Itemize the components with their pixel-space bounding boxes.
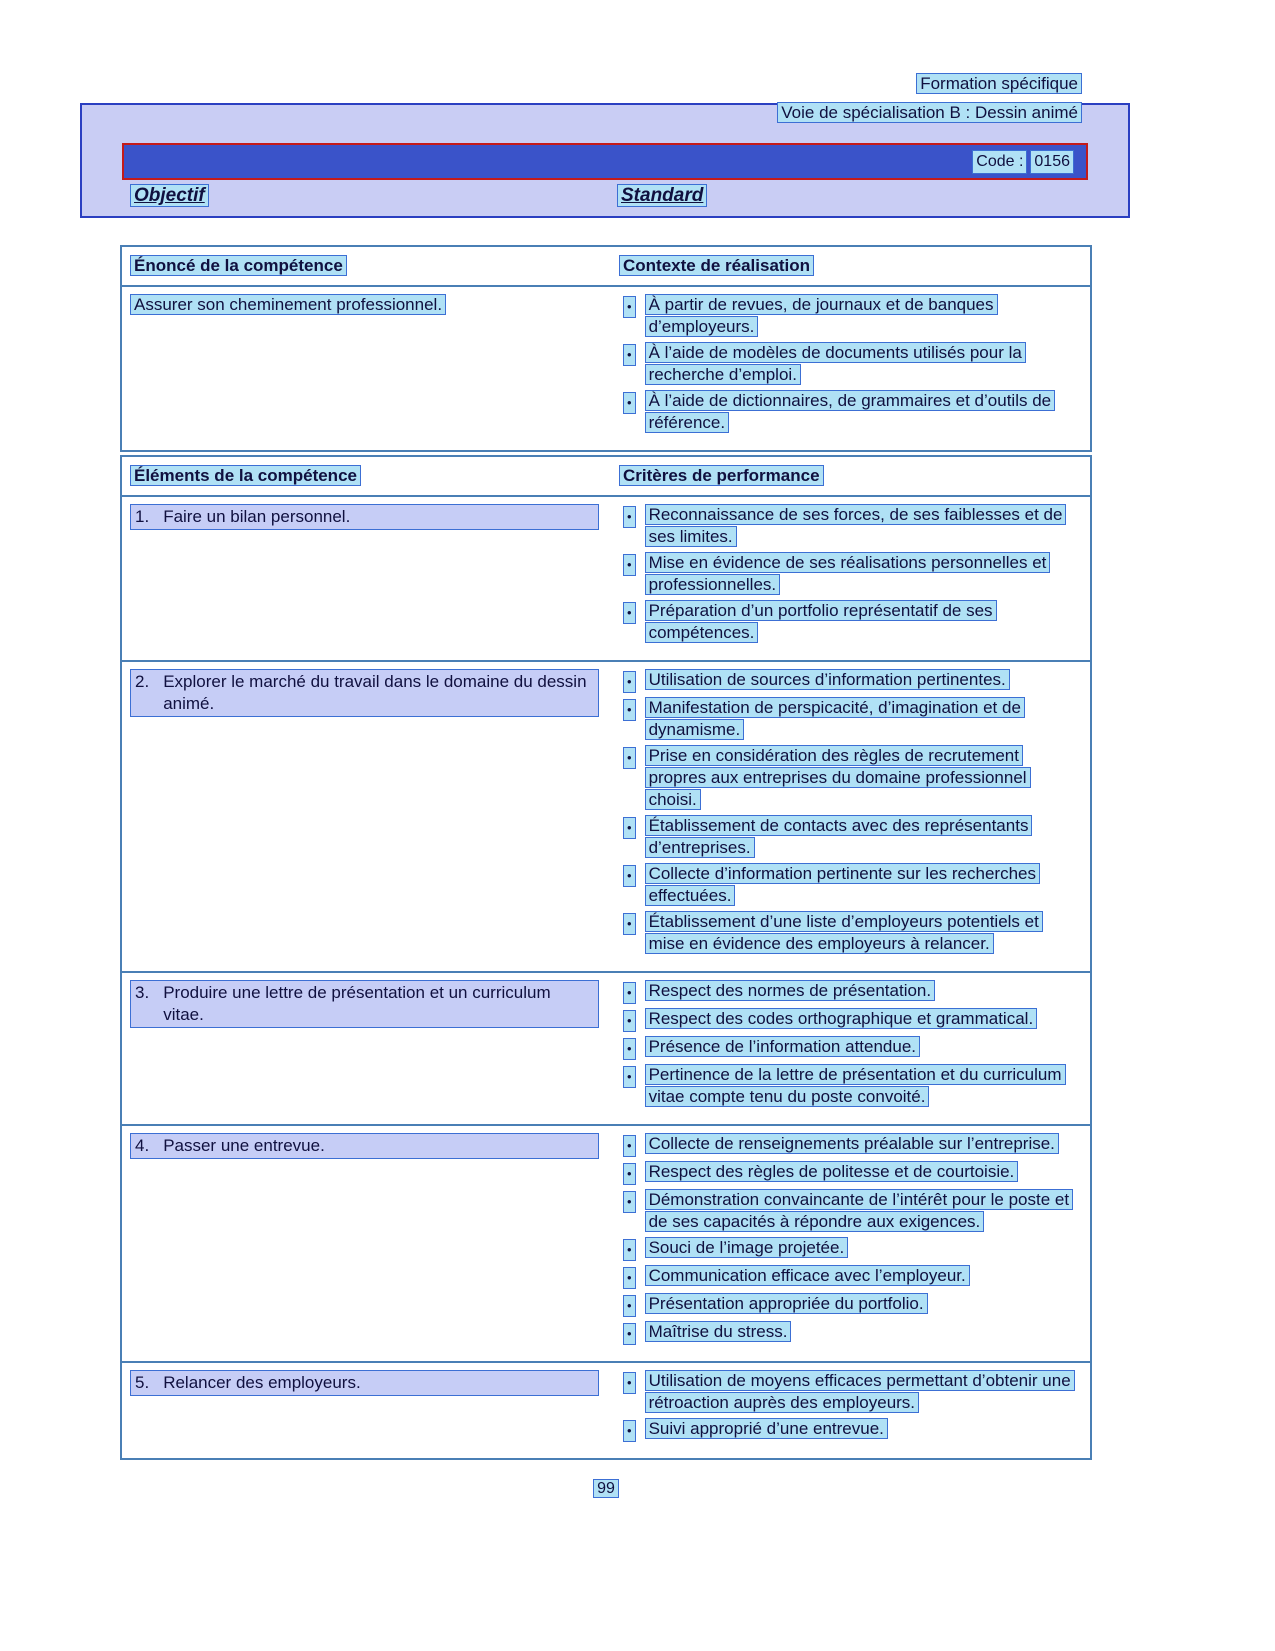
bullet-icon: • bbox=[623, 671, 636, 693]
bullet-text-wrap bbox=[645, 980, 1072, 1002]
criteria-list bbox=[623, 980, 1072, 1108]
bullet-text-wrap bbox=[645, 745, 1072, 811]
contexte-list bbox=[623, 294, 1072, 434]
bullet-text: Établissement de contacts avec des représentants d’entreprises. bbox=[645, 815, 1033, 858]
table-row bbox=[122, 497, 1090, 660]
element-text: Explorer le marché du travail dans le domaine du dessin animé. bbox=[163, 672, 587, 713]
criteria-cell bbox=[619, 504, 1082, 648]
bullet-text-wrap bbox=[645, 1370, 1072, 1414]
bullet-icon: • bbox=[623, 296, 636, 318]
list-item bbox=[623, 342, 1072, 386]
bullet-text: Établissement d’une liste d’employeurs potentiels et mise en évidence des employeurs à relancer. bbox=[645, 911, 1043, 954]
list-item bbox=[623, 815, 1072, 859]
bullet-text-wrap bbox=[645, 1008, 1072, 1030]
bullet-icon: • bbox=[623, 602, 636, 624]
table-row bbox=[122, 660, 1090, 971]
bullet-icon: • bbox=[623, 344, 636, 366]
list-item bbox=[623, 504, 1072, 548]
element-label bbox=[130, 504, 599, 530]
list-item bbox=[623, 911, 1072, 955]
code-label: Code : bbox=[972, 150, 1027, 174]
bullet-icon: • bbox=[623, 1420, 636, 1442]
bullet-icon: • bbox=[623, 817, 636, 839]
bullet-text: Souci de l’image projetée. bbox=[645, 1237, 849, 1258]
bullet-icon: • bbox=[623, 747, 636, 769]
bullet-text-wrap bbox=[645, 294, 1072, 338]
bullet-text-wrap bbox=[645, 1237, 1072, 1259]
list-item bbox=[623, 1418, 1072, 1442]
bullet-icon: • bbox=[623, 554, 636, 576]
bullet-text-wrap bbox=[645, 815, 1072, 859]
bullet-text-wrap bbox=[645, 552, 1072, 596]
code-value: 0156 bbox=[1030, 150, 1074, 174]
bullet-text-wrap bbox=[645, 342, 1072, 386]
list-item bbox=[623, 863, 1072, 907]
element-number: 1. bbox=[135, 507, 150, 526]
header-line-1 bbox=[777, 72, 1082, 96]
column-header-text: Critères de performance bbox=[619, 465, 824, 486]
list-item bbox=[623, 1189, 1072, 1233]
criteria-cell bbox=[619, 1370, 1082, 1446]
enonce-table bbox=[120, 245, 1092, 452]
bullet-text: Collecte d’information pertinente sur les recherches effectuées. bbox=[645, 863, 1040, 906]
objectif-label bbox=[130, 185, 209, 207]
criteria-cell bbox=[619, 1133, 1082, 1349]
list-item bbox=[623, 1064, 1072, 1108]
table-row bbox=[122, 287, 1090, 450]
bullet-text: Préparation d’un portfolio représentatif de ses compétences. bbox=[645, 600, 997, 643]
column-header-text: Énoncé de la compétence bbox=[130, 255, 347, 276]
criteria-list bbox=[623, 504, 1072, 644]
bullet-text-wrap bbox=[645, 1064, 1072, 1108]
bullet-text-wrap bbox=[645, 1321, 1072, 1343]
objectif-text: Objectif bbox=[130, 184, 209, 207]
element-cell bbox=[130, 1133, 619, 1349]
bullet-text: Maîtrise du stress. bbox=[645, 1321, 792, 1342]
elements-table-header bbox=[122, 457, 1090, 497]
bullet-text: Prise en considération des règles de recrutement propres aux entreprises du domaine professionnel choisi. bbox=[645, 745, 1031, 810]
criteria-list bbox=[623, 1133, 1072, 1345]
element-cell bbox=[130, 504, 619, 648]
list-item bbox=[623, 1293, 1072, 1317]
bullet-text: Suivi approprié d’une entrevue. bbox=[645, 1418, 888, 1439]
header-line-2 bbox=[777, 101, 1082, 125]
table-row bbox=[122, 1124, 1090, 1361]
element-label bbox=[130, 980, 599, 1028]
column-header-elements bbox=[130, 465, 619, 487]
list-item bbox=[623, 600, 1072, 644]
bullet-icon: • bbox=[623, 1239, 636, 1261]
bullet-icon: • bbox=[623, 982, 636, 1004]
list-item bbox=[623, 1265, 1072, 1289]
enonce-table-body bbox=[122, 287, 1090, 450]
bullet-text-wrap bbox=[645, 911, 1072, 955]
column-header-text: Éléments de la compétence bbox=[130, 465, 361, 486]
list-item bbox=[623, 1370, 1072, 1414]
element-number: 5. bbox=[135, 1373, 150, 1392]
page-number-text: 99 bbox=[593, 1479, 619, 1498]
code-bar bbox=[122, 143, 1088, 180]
bullet-text: Manifestation de perspicacité, d’imagination et de dynamisme. bbox=[645, 697, 1025, 740]
bullet-text-wrap bbox=[645, 669, 1072, 691]
element-cell bbox=[130, 669, 619, 959]
element-label bbox=[130, 669, 599, 717]
list-item bbox=[623, 294, 1072, 338]
enonce-text: Assurer son cheminement professionnel. bbox=[130, 294, 446, 315]
bullet-text: À l’aide de modèles de documents utilisés pour la recherche d’emploi. bbox=[645, 342, 1026, 385]
bullet-text-wrap bbox=[645, 600, 1072, 644]
bullet-text-wrap bbox=[645, 697, 1072, 741]
table-row bbox=[122, 971, 1090, 1124]
bullet-text: Présence de l’information attendue. bbox=[645, 1036, 920, 1057]
list-item bbox=[623, 390, 1072, 434]
enonce-table-header bbox=[122, 247, 1090, 287]
bullet-text: Respect des normes de présentation. bbox=[645, 980, 936, 1001]
element-cell bbox=[130, 980, 619, 1112]
element-cell bbox=[130, 1370, 619, 1446]
bullet-text: Respect des codes orthographique et grammatical. bbox=[645, 1008, 1038, 1029]
standard-label bbox=[617, 185, 707, 207]
list-item bbox=[623, 1036, 1072, 1060]
bullet-icon: • bbox=[623, 1267, 636, 1289]
element-text: Relancer des employeurs. bbox=[163, 1373, 361, 1392]
bullet-icon: • bbox=[623, 913, 636, 935]
bullet-text: Pertinence de la lettre de présentation et du curriculum vitae compte tenu du poste convoité. bbox=[645, 1064, 1066, 1107]
element-label bbox=[130, 1370, 599, 1396]
element-number: 2. bbox=[135, 672, 150, 691]
bullet-text-wrap bbox=[645, 504, 1072, 548]
criteria-cell bbox=[619, 980, 1082, 1112]
criteria-list bbox=[623, 1370, 1072, 1442]
list-item bbox=[623, 1161, 1072, 1185]
bullet-text-wrap bbox=[645, 1189, 1072, 1233]
contexte-cell bbox=[619, 294, 1082, 438]
bullet-text-wrap bbox=[645, 1265, 1072, 1287]
list-item bbox=[623, 697, 1072, 741]
bullet-text-wrap bbox=[645, 1133, 1072, 1155]
element-number: 4. bbox=[135, 1136, 150, 1155]
bullet-text: Démonstration convaincante de l’intérêt pour le poste et de ses capacités à répondre aux exigences. bbox=[645, 1189, 1074, 1232]
table-row bbox=[122, 1361, 1090, 1458]
element-text: Passer une entrevue. bbox=[163, 1136, 325, 1155]
column-header-enonce bbox=[130, 255, 619, 277]
column-header-criteres bbox=[619, 465, 1082, 487]
bullet-icon: • bbox=[623, 699, 636, 721]
list-item bbox=[623, 552, 1072, 596]
bullet-icon: • bbox=[623, 1372, 636, 1394]
list-item bbox=[623, 1008, 1072, 1032]
bullet-icon: • bbox=[623, 1295, 636, 1317]
enonce-cell bbox=[130, 294, 619, 438]
bullet-icon: • bbox=[623, 1010, 636, 1032]
elements-table bbox=[120, 455, 1092, 1460]
bullet-icon: • bbox=[623, 1135, 636, 1157]
element-text: Faire un bilan personnel. bbox=[163, 507, 351, 526]
criteria-cell bbox=[619, 669, 1082, 959]
column-header-text: Contexte de réalisation bbox=[619, 255, 814, 276]
bullet-text: Mise en évidence de ses réalisations personnelles et professionnelles. bbox=[645, 552, 1051, 595]
bullet-text-wrap bbox=[645, 1036, 1072, 1058]
bullet-text: Communication efficace avec l’employeur. bbox=[645, 1265, 970, 1286]
list-item bbox=[623, 1133, 1072, 1157]
list-item bbox=[623, 980, 1072, 1004]
doc-header bbox=[777, 72, 1082, 130]
list-item bbox=[623, 669, 1072, 693]
bullet-text-wrap bbox=[645, 390, 1072, 434]
list-item bbox=[623, 1237, 1072, 1261]
header-text-voie: Voie de spécialisation B : Dessin animé bbox=[777, 102, 1082, 123]
list-item bbox=[623, 745, 1072, 811]
element-label bbox=[130, 1133, 599, 1159]
bullet-text-wrap bbox=[645, 1418, 1072, 1440]
bullet-icon: • bbox=[623, 1038, 636, 1060]
column-header-contexte bbox=[619, 255, 1082, 277]
bullet-icon: • bbox=[623, 1323, 636, 1345]
bullet-icon: • bbox=[623, 1066, 636, 1088]
bullet-text-wrap bbox=[645, 863, 1072, 907]
element-text: Produire une lettre de présentation et un curriculum vitae. bbox=[163, 983, 551, 1024]
bullet-text: À partir de revues, de journaux et de banques d’employeurs. bbox=[645, 294, 998, 337]
header-text-formation: Formation spécifique bbox=[916, 73, 1082, 94]
bullet-text: Présentation appropriée du portfolio. bbox=[645, 1293, 928, 1314]
bullet-icon: • bbox=[623, 1163, 636, 1185]
page-number bbox=[120, 1478, 1092, 1500]
bullet-icon: • bbox=[623, 506, 636, 528]
standard-text: Standard bbox=[617, 184, 707, 207]
bullet-text: À l’aide de dictionnaires, de grammaires et d’outils de référence. bbox=[645, 390, 1056, 433]
criteria-list bbox=[623, 669, 1072, 955]
element-number: 3. bbox=[135, 983, 150, 1002]
bullet-text: Reconnaissance de ses forces, de ses faiblesses et de ses limites. bbox=[645, 504, 1067, 547]
bullet-text: Utilisation de moyens efficaces permettant d’obtenir une rétroaction auprès des employeurs. bbox=[645, 1370, 1075, 1413]
list-item bbox=[623, 1321, 1072, 1345]
bullet-text: Respect des règles de politesse et de courtoisie. bbox=[645, 1161, 1019, 1182]
bullet-text-wrap bbox=[645, 1161, 1072, 1183]
elements-table-body bbox=[122, 497, 1090, 1458]
bullet-icon: • bbox=[623, 1191, 636, 1213]
bullet-text: Utilisation de sources d’information pertinentes. bbox=[645, 669, 1010, 690]
bullet-icon: • bbox=[623, 392, 636, 414]
bullet-text: Collecte de renseignements préalable sur l’entreprise. bbox=[645, 1133, 1059, 1154]
objective-standard-row bbox=[130, 185, 1128, 211]
bullet-text-wrap bbox=[645, 1293, 1072, 1315]
bullet-icon: • bbox=[623, 865, 636, 887]
